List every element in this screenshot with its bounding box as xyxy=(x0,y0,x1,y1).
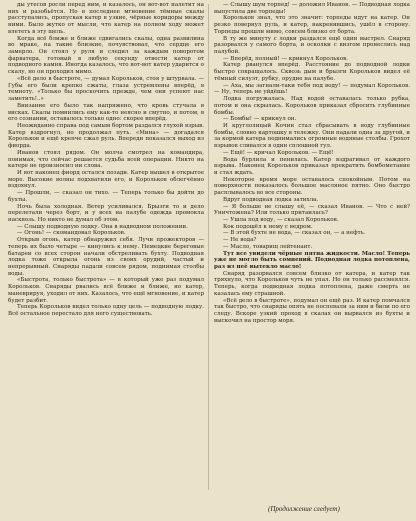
paragraph: В ту же минуту с лодки раздался ещё один выстрел. Снаряд разорвался у самого борта, и осколки с визгом пронеслись над палубой. xyxy=(214,35,410,56)
paragraph: — Прошли, — сказал он тихо. — Теперь только бы дойти до бухты. xyxy=(8,190,204,203)
left-column xyxy=(8,2,204,318)
paragraph: Неожиданно справа под самым бортом раздался глухой взрыв. Катер вздрогнул, но продолжал путь. «Мина» — догадался Корольков и ещё крепче сжал руль. Впереди показался выход из фиорда. xyxy=(8,122,204,150)
paragraph: — Масло, товарищ лейтенант. xyxy=(223,243,313,250)
paragraph: Вдруг подводная лодка затихла. xyxy=(223,196,319,203)
paragraph: И круглолицый Кочин стал сбрасывать в воду глубинные бомбы, словно картошку в тележку. Они падали одна за другой, и за кормой катера поднимались огромные водяные столбы. Грохот взрывов сливался в один сплошной гул. xyxy=(214,122,410,150)
paragraph: Корольков знал, что это значит: торпеды идут на катер. Он резко повернул руль, и катер, накренившись, ушёл в сторону. Торпеды прошли мимо, совсем близко от борта. xyxy=(214,15,410,35)
paragraph: Снаряд разорвался совсем близко от катера, и катер так тряхнуло, что Корольков чуть не упал. Но он только рассмеялся. Теперь, когда подводная лодка потоплена, даже смерть не казалась ему страшной. xyxy=(214,270,410,297)
paragraph: Лодка погружалась. Над водой оставалась только рубка, потом и она скрылась. Корольков приказал сбросить глубинные бомбы. xyxy=(214,96,410,116)
paragraph: — Ещё! — кричал Корольков. — Ещё! xyxy=(223,149,334,156)
paragraph: Вода бурлила и пенилась. Катер вздрагивал от каждого взрыва. Наконец Корольков приказал прекратить бомбометание и стал ждать. xyxy=(214,156,410,176)
paragraph: — Не вода? xyxy=(223,237,257,244)
paragraph: Ночь была холодная. Ветер усиливался. Брызги то и дело перелетали через борт, и у всех на палубе одежда промокла насквозь. Но никто не думал об этом. xyxy=(8,203,204,223)
paragraph: — Ушла под воду, — сказал Корольков. xyxy=(223,217,339,223)
paragraph: — Я больше не слышу её, — сказал Иванов. — Что с ней? Уничтожена? Или только притаилась? xyxy=(214,203,410,217)
paragraph: — Слышу подводную лодку. Она в надводном положении. xyxy=(17,223,188,230)
paragraph: — В этой бухте не вода, — сказал он, — а нефть. xyxy=(223,230,366,237)
paragraph: — Огонь! — скомандовал Корольков. xyxy=(17,230,126,237)
paragraph: Теперь Корольков видел только одну цель — подводную лодку. Всё остальное перестало для него существовать. xyxy=(8,304,204,318)
paragraph: Некоторое время море оставалось спокойным. Потом на поверхности показалось большое масляное пятно. Оно быстро расплывалось во все стороны. xyxy=(214,176,410,197)
paragraph: «Всё дело в быстроте», подумал он ещё раз. И катер помчался так быстро, что снаряды опять не поспевали за ним и били по его следу. Вскоре узкий проход в скалах он вырвался из бухты и выскочил на простор моря. xyxy=(214,297,410,324)
paragraph: — Бомбы! — крикнул он. xyxy=(223,116,297,123)
column-divider xyxy=(208,4,209,490)
paragraph: Открыв огонь, катер обнаружил себя. Лучи прожекторов — теперь их было четыре — кинулись к нему. Немецкие береговые батареи со всех сторон начали обстреливать бухту. Подводная лодка тоже открыла огонь из своих орудий, частый и непрерывный. Снаряды падали совсем рядом, поднимая столбы воды. xyxy=(8,237,204,277)
paragraph: Катер рванулся вперёд. Расстояние до подводной лодки быстро сокращалось. Сквозь дым и брызги Корольков видел её тёмный силуэт, рубку, орудие на палубе. xyxy=(214,62,410,82)
paragraph: Кок подошёл к нему с ведром. xyxy=(223,223,313,230)
paragraph: — Слышу шум торпед! — доложил Иванов. — Подводная лодка выпустила две торпеды! xyxy=(214,2,410,15)
paragraph: Когда всё ближе и ближе сдвигались скалы, одна развилина во мраке, на такие близкие, почувствовал, что сердце его замерло. Он стоял у руля и следил за каждым поворотом фарватера, готовый в любую секунду отвести катер от подводного камня. Иногда казалось, что вот-вот катер ударится о скалу, но он проходил мимо. xyxy=(8,35,204,76)
paragraph: «Быстрота, только быстрота» — в который уже раз подумал Корольков. Снаряды рвались всё ближе и ближе, но катер, маневрируя, уходил от них. Казалось, что ещё мгновение, и катер будет разбит. xyxy=(8,277,204,304)
paragraph: ды утесов росли перед ним, и казалось, он вот-вот налетит на них и разобьётся. Но в последнее мгновение тёмные скалы расступались, пропуская катер в узкие, чёрные коридоры между ними. Было жутко от мысли, что катер на полном ходу может влететь в эту щель. xyxy=(8,2,204,35)
paragraph: И вот наконец фиорд остался позади. Катер вышел в открытое море. Высокие волны подхватили его, и Корольков облегчённо вздохнул. xyxy=(8,169,204,190)
paragraph: «Всё дело в быстроте, — думал Корольков, стоя у штурвала. — Губы его были крепко сжаты, глаза устремлены вперёд, в темноту. «Только бы проскочить прежде, чем они успеют нас заметить!..» xyxy=(8,75,204,103)
paragraph: Иванов стоял рядом. Он молча смотрел на командира, понимая, что сейчас решается судьба всей операции. Никто на катере не произносил ни слова. xyxy=(8,149,204,170)
continued-note: (Продолжение следует) xyxy=(268,505,340,513)
paragraph: Тут все увидели чёрные пятна жидкости. Масло! Теперь уже не могло быть сомнений. Подводная лодка потоплена, раз из неё вытекло масло! xyxy=(214,250,410,271)
right-column xyxy=(214,2,410,325)
paragraph: — Вперёд, полный! — крикнул Корольков. xyxy=(223,55,348,62)
paragraph: Внизание его было так напряжено, что кровь стучала в висках. Скалы помнились ему как-то неясно и смутно, и потом, в его сознании, оставалось только одно: скорее вперёд. xyxy=(8,102,204,123)
paragraph: — Аха, мы загнали-таки тебя под воду! — подумал Корольков. — Ну, теперь не уйдёшь! xyxy=(214,82,410,96)
